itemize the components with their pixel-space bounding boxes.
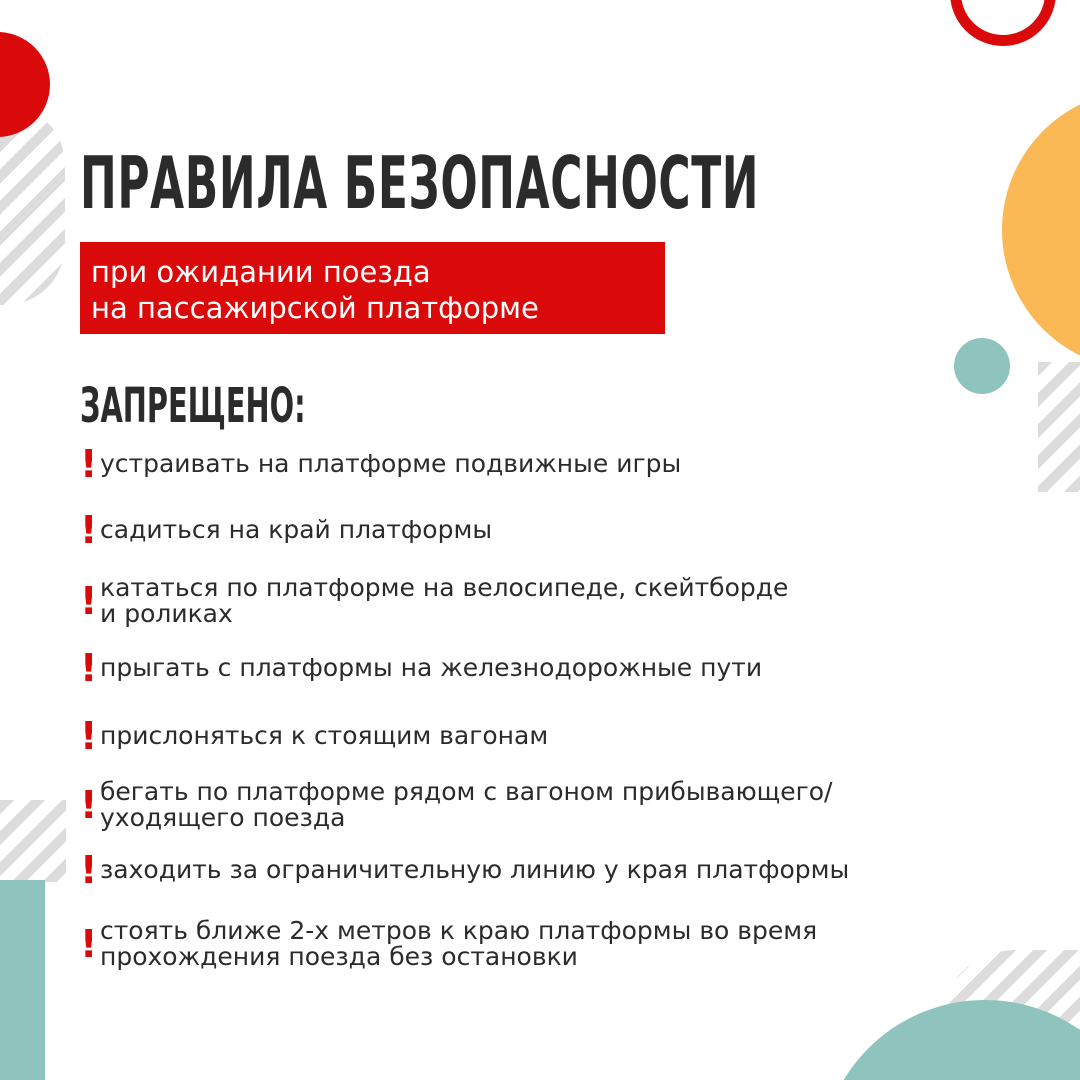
banner-line-1: при ожидании поезда (91, 255, 431, 289)
page-title: ПРАВИЛА БЕЗОПАСНОСТИ (80, 141, 760, 225)
rule-line: заходить за ограничительную линию у края платформы (100, 855, 850, 884)
rule-text (100, 451, 681, 477)
rule-text (100, 779, 832, 831)
exclamation-icon: ! (80, 848, 98, 892)
orange-circle-decoration (1002, 90, 1080, 370)
exclamation-icon: ! (80, 922, 98, 966)
exclamation-icon: ! (80, 442, 98, 486)
exclamation-icon: ! (80, 714, 98, 758)
subtitle-banner (80, 242, 665, 334)
rule-line: прохождения поезда без остановки (100, 942, 578, 971)
rule-item (80, 850, 849, 890)
rule-line: уходящего поезда (100, 803, 346, 832)
teal-block-decoration (0, 880, 45, 1080)
rule-item (80, 444, 681, 484)
rule-line: прислоняться к стоящим вагонам (100, 721, 549, 750)
stripes-decoration-right (1038, 362, 1080, 492)
rule-line: стоять ближе 2-х метров к краю платформы во время (100, 916, 818, 945)
rule-line: прыгать с платформы на железнодорожные пути (100, 653, 763, 682)
rule-item (80, 648, 762, 688)
red-ring-decoration (950, 0, 1056, 46)
rule-text (100, 857, 849, 883)
rule-item (80, 510, 492, 550)
rule-item (80, 918, 817, 970)
rule-line: кататься по платформе на велосипеде, скейтборде (100, 573, 789, 602)
rule-line: устраивать на платформе подвижные игры (100, 449, 682, 478)
rule-text (100, 655, 762, 681)
rule-item (80, 779, 832, 831)
rule-line: и роликах (100, 599, 233, 628)
rule-text (100, 517, 492, 543)
exclamation-icon: ! (80, 783, 98, 827)
banner-line-2: на пассажирской платформе (91, 291, 539, 325)
rule-text (100, 723, 548, 749)
rule-item (80, 716, 548, 756)
exclamation-icon: ! (80, 508, 98, 552)
teal-dot-decoration (954, 338, 1010, 394)
rule-item (80, 575, 788, 627)
rule-line: садиться на край платформы (100, 515, 493, 544)
teal-circle-decoration (820, 1000, 1080, 1080)
rule-text (100, 575, 788, 627)
rule-line: бегать по платформе рядом с вагоном прибывающего/ (100, 777, 833, 806)
exclamation-icon: ! (80, 646, 98, 690)
exclamation-icon: ! (80, 579, 98, 623)
stripes-decoration-bottom-left (0, 800, 66, 882)
rule-text (100, 918, 817, 970)
prohibited-heading: ЗАПРЕЩЕНО: (80, 378, 306, 434)
